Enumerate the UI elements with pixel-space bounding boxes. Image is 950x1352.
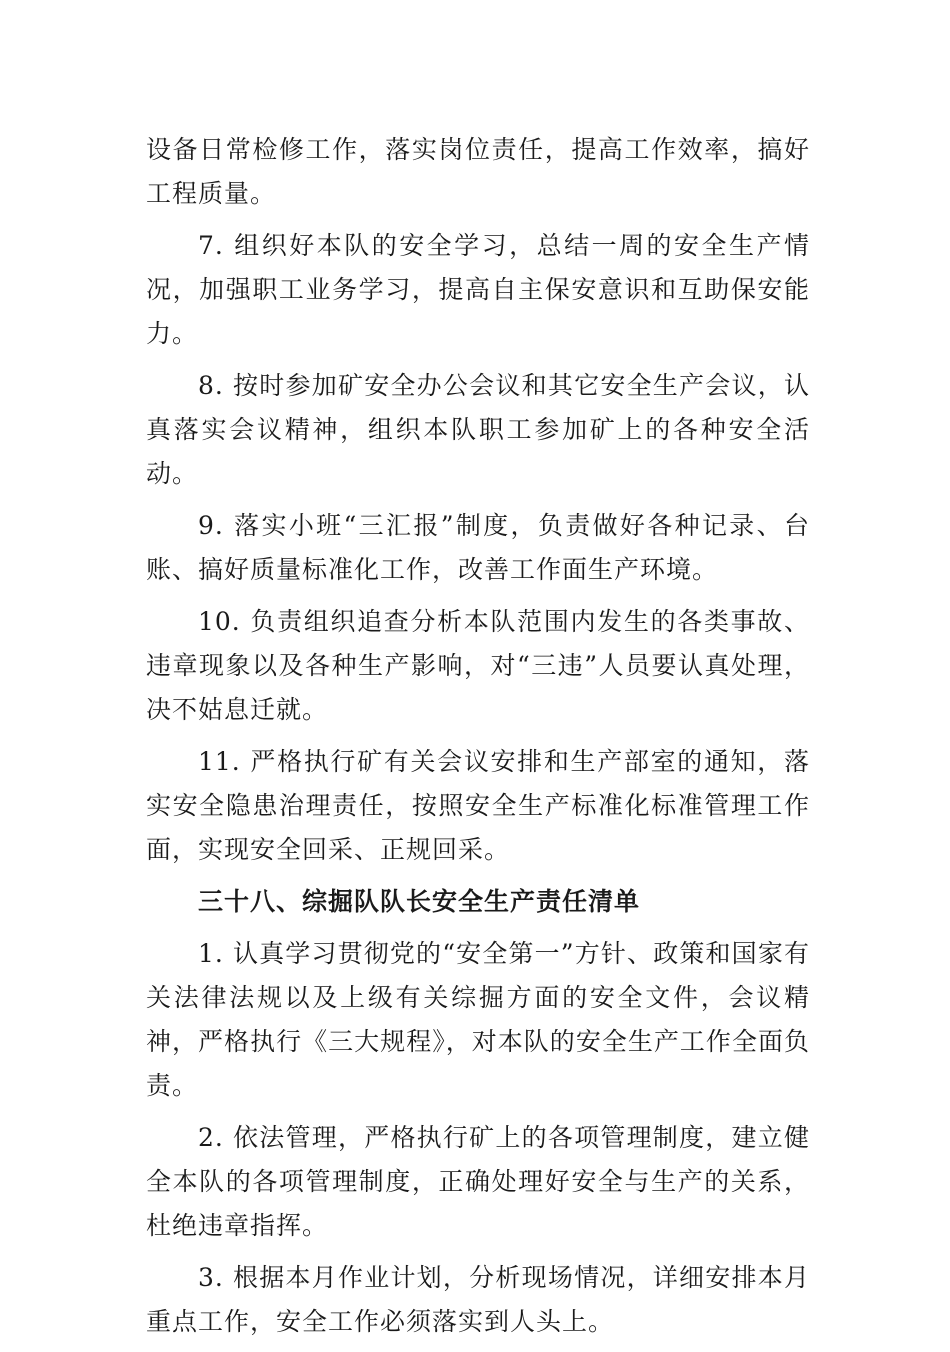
section-heading: 三十八、综掘队队长安全生产责任清单	[198, 887, 641, 916]
paragraph-item-10: 10. 负责组织追查分析本队范围内发生的各类事故、违章现象以及各种生产影响，对“三违”人员要认真处理，决不姑息迁就。	[146, 607, 810, 724]
paragraph-item-7: 7. 组织好本队的安全学习，总结一周的安全生产情况，加强职工业务学习，提高自主保安意识和互助保安能力。	[146, 231, 810, 348]
section-item-2: 2. 依法管理，严格执行矿上的各项管理制度，建立健全本队的各项管理制度，正确处理好安全与生产的关系，杜绝违章指挥。	[146, 1123, 810, 1240]
paragraph-item-8: 8. 按时参加矿安全办公会议和其它安全生产会议，认真落实会议精神，组织本队职工参加矿上的各种安全活动。	[146, 371, 810, 488]
paragraph-continuation: 设备日常检修工作，落实岗位责任，提高工作效率，搞好工程质量。	[146, 135, 810, 208]
paragraph-item-11: 11. 严格执行矿有关会议安排和生产部室的通知，落实安全隐患治理责任，按照安全生产标准化标准管理工作面，实现安全回采、正规回采。	[146, 747, 810, 864]
section-item-3: 3. 根据本月作业计划，分析现场情况，详细安排本月重点工作，安全工作必须落实到人头上。	[146, 1263, 810, 1336]
paragraph-item-9: 9. 落实小班“三汇报”制度，负责做好各种记录、台账、搞好质量标准化工作，改善工作面生产环境。	[146, 511, 810, 584]
document-body	[146, 128, 810, 1352]
section-item-1: 1. 认真学习贯彻党的“安全第一”方针、政策和国家有关法律法规以及上级有关综掘方面的安全文件，会议精神，严格执行《三大规程》，对本队的安全生产工作全面负责。	[146, 939, 810, 1100]
